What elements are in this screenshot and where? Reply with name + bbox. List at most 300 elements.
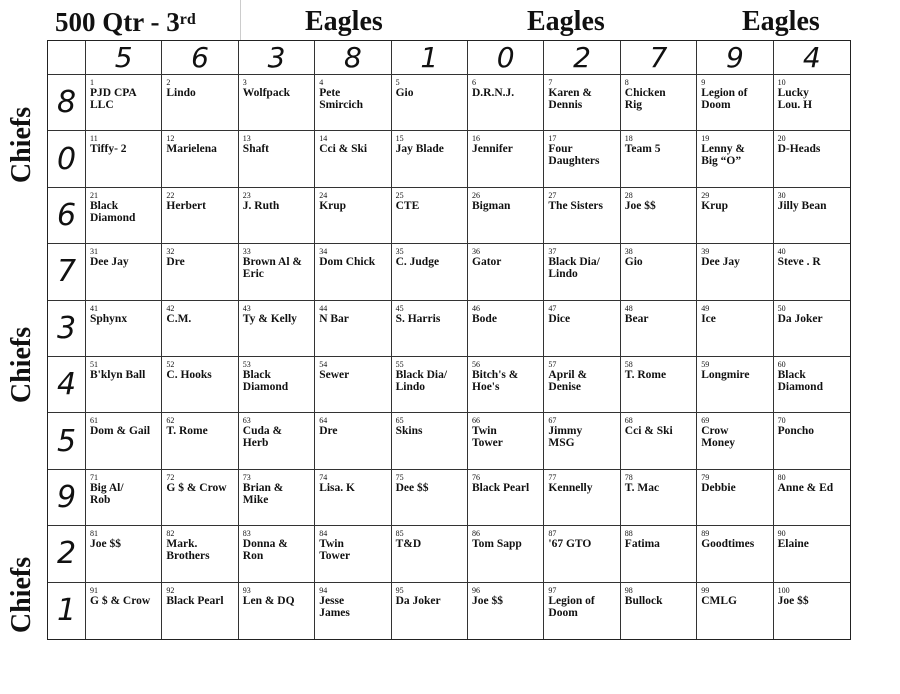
square-owner: Brown Al & Eric [242, 256, 303, 281]
square-number: 76 [472, 472, 480, 482]
row-digit: 2 [48, 526, 86, 582]
square-number: 73 [242, 472, 251, 482]
row-digit: 7 [48, 244, 86, 300]
square-number: 46 [472, 303, 480, 313]
square-cell[interactable] [544, 301, 620, 357]
square-cell[interactable] [544, 583, 620, 639]
square-owner: Tiffy- 2 [90, 143, 127, 156]
square-number: 28 [624, 190, 633, 200]
square-owner: Fatima [624, 538, 660, 551]
square-owner: S. Harris [395, 312, 441, 325]
square-owner: Da Joker [777, 312, 823, 325]
column-digit: 3 [239, 41, 315, 75]
square-owner: Elaine [777, 538, 809, 551]
column-digit: 5 [86, 41, 162, 75]
square-number: 48 [624, 303, 633, 313]
square-cell[interactable] [86, 301, 162, 357]
square-number: 71 [90, 472, 98, 482]
square-number: 33 [242, 247, 251, 257]
square-owner: Shaft [242, 143, 269, 156]
square-cell[interactable] [621, 526, 697, 582]
square-cell[interactable] [544, 413, 620, 469]
square-owner: Legion of Doom [548, 594, 595, 619]
square-cell[interactable] [774, 470, 850, 526]
square-number: 87 [548, 529, 557, 539]
square-owner: Twin Tower [319, 538, 351, 563]
square-number: 59 [701, 360, 710, 369]
square-cell[interactable] [315, 357, 391, 413]
square-number: 27 [548, 190, 557, 200]
square-cell[interactable] [392, 526, 468, 582]
row-digit: 8 [48, 75, 86, 131]
square-cell[interactable] [774, 357, 850, 413]
square-cell[interactable] [621, 583, 697, 639]
square-owner: Jay Blade [395, 143, 444, 156]
square-owner: Dee Jay [90, 256, 129, 269]
square-owner: Joe $$ [777, 594, 809, 607]
square-number: 62 [166, 416, 175, 426]
square-cell[interactable] [86, 188, 162, 244]
column-digit: 9 [697, 41, 773, 75]
square-number: 29 [701, 190, 710, 200]
square-cell[interactable] [697, 526, 773, 582]
square-number: 69 [701, 416, 710, 426]
square-number: 55 [395, 360, 404, 369]
square-number: 70 [777, 416, 786, 426]
square-number: 82 [166, 529, 175, 539]
square-owner: T. Rome [624, 369, 667, 381]
square-cell[interactable] [621, 75, 697, 131]
square-cell[interactable] [162, 188, 238, 244]
square-owner: Black Diamond [90, 199, 136, 224]
top-team-label: Eagles [742, 6, 820, 37]
square-number: 54 [319, 360, 328, 369]
square-cell[interactable] [392, 413, 468, 469]
row-digit: 6 [48, 188, 86, 244]
square-number: 24 [319, 190, 328, 200]
square-cell[interactable] [697, 413, 773, 469]
square-owner: Joe $$ [472, 594, 503, 607]
square-cell[interactable] [162, 244, 238, 300]
square-number: 84 [319, 529, 328, 539]
square-cell[interactable] [621, 357, 697, 413]
square-cell[interactable] [774, 526, 850, 582]
square-owner: Dee $$ [395, 481, 429, 494]
square-cell[interactable] [239, 526, 315, 582]
square-number: 52 [166, 360, 175, 369]
square-number: 2 [166, 78, 171, 87]
square-owner: Black Dia/ Lindo [395, 369, 448, 393]
square-cell[interactable] [162, 413, 238, 469]
square-cell[interactable] [86, 526, 162, 582]
column-digit: 0 [468, 41, 544, 75]
square-cell[interactable] [392, 131, 468, 187]
square-cell[interactable] [86, 131, 162, 187]
square-cell[interactable] [162, 526, 238, 582]
square-cell[interactable] [162, 75, 238, 131]
square-number: 66 [472, 416, 480, 426]
column-digit: 7 [621, 41, 697, 75]
square-number: 57 [548, 360, 557, 369]
square-owner: N Bar [319, 312, 349, 325]
square-cell[interactable] [86, 244, 162, 300]
square-cell[interactable] [162, 301, 238, 357]
square-owner: Lucky Lou. H [777, 87, 813, 111]
square-owner: T&D [395, 538, 422, 551]
square-owner: Dom & Gail [90, 425, 151, 438]
square-owner: Dre [319, 425, 338, 438]
square-owner: CTE [395, 199, 420, 212]
square-owner: Team 5 [624, 143, 661, 156]
top-team-label: Eagles [305, 6, 383, 37]
square-number: 79 [701, 472, 710, 482]
square-cell[interactable] [86, 75, 162, 131]
square-cell[interactable] [392, 188, 468, 244]
column-digit: 4 [774, 41, 850, 75]
square-number: 32 [166, 247, 175, 257]
square-cell[interactable] [162, 131, 238, 187]
square-number: 21 [90, 190, 98, 200]
square-owner: C. Judge [395, 256, 440, 269]
square-owner: Jennifer [472, 143, 513, 156]
square-number: 85 [395, 529, 404, 539]
square-owner: T. Rome [166, 425, 208, 438]
square-number: 50 [777, 303, 786, 313]
square-number: 78 [624, 472, 633, 482]
square-owner: Cci & Ski [624, 425, 673, 438]
square-number: 86 [472, 529, 480, 539]
square-owner: April & Denise [548, 369, 588, 393]
square-cell[interactable] [315, 526, 391, 582]
square-cell[interactable] [544, 470, 620, 526]
square-number: 34 [319, 247, 328, 257]
square-number: 67 [548, 416, 557, 426]
row-digit: 9 [48, 470, 86, 526]
column-digit: 6 [162, 41, 238, 75]
square-owner: B'klyn Ball [90, 369, 146, 381]
square-owner: Tom Sapp [472, 538, 522, 551]
square-cell[interactable] [697, 244, 773, 300]
square-number: 8 [624, 78, 629, 87]
square-owner: Sphynx [90, 312, 128, 325]
square-owner: Herbert [166, 199, 206, 212]
square-owner: Black Diamond [242, 369, 289, 393]
square-owner: G $ & Crow [166, 481, 227, 494]
square-owner: Black Diamond [777, 369, 823, 393]
square-number: 88 [624, 529, 633, 539]
square-number: 49 [701, 303, 710, 313]
square-cell[interactable] [774, 244, 850, 300]
square-cell[interactable] [697, 131, 773, 187]
square-owner: Mark. Brothers [166, 538, 210, 563]
square-number: 58 [624, 360, 633, 369]
square-cell[interactable] [392, 583, 468, 639]
square-number: 95 [395, 585, 404, 595]
square-owner: Bitch's & Hoe's [472, 369, 519, 393]
square-number: 17 [548, 134, 557, 144]
square-number: 12 [166, 134, 175, 144]
square-owner: Cuda & Herb [242, 425, 283, 450]
square-owner: Dice [548, 312, 571, 325]
square-owner: J. Ruth [242, 199, 280, 212]
row-digit: 0 [48, 131, 86, 187]
square-owner: D-Heads [777, 143, 821, 156]
square-number: 45 [395, 303, 404, 313]
square-number: 60 [777, 360, 786, 369]
square-cell[interactable] [239, 244, 315, 300]
square-number: 81 [90, 529, 98, 539]
square-owner: Poncho [777, 425, 815, 438]
square-number: 91 [90, 585, 98, 595]
square-cell[interactable] [468, 75, 544, 131]
square-owner: The Sisters [548, 199, 604, 212]
square-number: 83 [242, 529, 251, 539]
square-cell[interactable] [392, 75, 468, 131]
square-number: 7 [548, 78, 553, 87]
square-cell[interactable] [392, 301, 468, 357]
square-owner: Black Dia/ Lindo [548, 256, 600, 281]
square-number: 51 [90, 360, 98, 369]
square-owner: Sewer [319, 369, 350, 381]
square-cell[interactable] [468, 413, 544, 469]
square-cell[interactable] [239, 413, 315, 469]
square-cell[interactable] [86, 413, 162, 469]
square-owner: Krup [319, 199, 347, 212]
square-cell[interactable] [621, 244, 697, 300]
square-number: 5 [395, 78, 400, 87]
square-number: 26 [472, 190, 480, 200]
square-owner: Cci & Ski [319, 143, 368, 156]
square-cell[interactable] [774, 583, 850, 639]
square-number: 39 [701, 247, 710, 257]
row-digit: 1 [48, 583, 86, 639]
square-owner: D.R.N.J. [472, 87, 515, 99]
square-number: 30 [777, 190, 786, 200]
square-number: 65 [395, 416, 404, 426]
square-cell[interactable] [392, 244, 468, 300]
square-cell[interactable] [774, 188, 850, 244]
square-number: 90 [777, 529, 786, 539]
square-cell[interactable] [239, 357, 315, 413]
square-cell[interactable] [315, 188, 391, 244]
square-number: 72 [166, 472, 175, 482]
square-cell[interactable] [544, 357, 620, 413]
square-cell[interactable] [697, 357, 773, 413]
square-cell[interactable] [468, 470, 544, 526]
square-number: 11 [90, 134, 98, 144]
square-number: 38 [624, 247, 633, 257]
square-owner: Gio [624, 256, 643, 269]
square-number: 77 [548, 472, 557, 482]
square-cell[interactable] [697, 470, 773, 526]
square-cell[interactable] [239, 131, 315, 187]
square-owner: Dom Chick [319, 256, 376, 269]
square-owner: Donna & Ron [242, 538, 288, 563]
square-owner: '67 GTO [548, 538, 592, 551]
square-number: 1 [90, 78, 94, 87]
square-number: 94 [319, 585, 328, 595]
square-owner: Anne & Ed [777, 481, 834, 494]
square-number: 37 [548, 247, 557, 257]
square-number: 75 [395, 472, 404, 482]
square-cell[interactable] [544, 75, 620, 131]
square-cell[interactable] [544, 526, 620, 582]
square-owner: Dre [166, 256, 185, 269]
square-owner: Jesse James [319, 594, 350, 619]
square-number: 36 [472, 247, 480, 257]
square-owner: Dee Jay [701, 256, 740, 269]
square-cell[interactable] [315, 413, 391, 469]
square-cell[interactable] [468, 301, 544, 357]
top-team-label: Eagles [527, 6, 605, 37]
row-digit: 3 [48, 301, 86, 357]
square-owner: C.M. [166, 312, 192, 325]
square-number: 16 [472, 134, 480, 144]
square-owner: Kennelly [548, 481, 593, 494]
square-cell[interactable] [315, 131, 391, 187]
side-team-label: Chiefs [6, 106, 38, 184]
column-digit: 2 [544, 41, 620, 75]
square-number: 15 [395, 134, 404, 144]
square-owner: Black Pearl [472, 481, 530, 494]
square-number: 98 [624, 585, 633, 595]
square-number: 74 [319, 472, 328, 482]
square-owner: Crow Money [701, 425, 736, 450]
square-number: 35 [395, 247, 404, 257]
square-number: 63 [242, 416, 251, 426]
square-owner: Steve . R [777, 256, 821, 269]
square-number: 42 [166, 303, 175, 313]
grid-corner [48, 41, 86, 75]
square-number: 93 [242, 585, 251, 595]
square-cell[interactable] [86, 583, 162, 639]
square-cell[interactable] [774, 75, 850, 131]
square-cell[interactable] [468, 357, 544, 413]
side-team-label: Chiefs [6, 556, 38, 634]
square-owner: Bode [472, 312, 497, 325]
square-cell[interactable] [392, 357, 468, 413]
square-cell[interactable] [697, 75, 773, 131]
square-cell[interactable] [468, 526, 544, 582]
square-number: 19 [701, 134, 710, 144]
square-cell[interactable] [392, 470, 468, 526]
square-cell[interactable] [315, 301, 391, 357]
square-number: 96 [472, 585, 480, 595]
square-number: 10 [777, 78, 786, 87]
square-number: 43 [242, 303, 251, 313]
square-owner: Jimmy MSG [548, 425, 583, 450]
square-number: 9 [701, 78, 706, 87]
square-cell[interactable] [544, 131, 620, 187]
square-cell[interactable] [239, 188, 315, 244]
square-owner: Brian & Mike [242, 481, 284, 506]
square-owner: Bullock [624, 594, 663, 607]
square-number: 99 [701, 585, 710, 595]
square-cell[interactable] [86, 470, 162, 526]
square-owner: Gio [395, 87, 414, 99]
square-cell[interactable] [621, 413, 697, 469]
row-digit: 4 [48, 357, 86, 413]
square-cell[interactable] [239, 583, 315, 639]
square-owner: Four Daughters [548, 143, 600, 168]
square-cell[interactable] [162, 470, 238, 526]
square-cell[interactable] [315, 244, 391, 300]
square-cell[interactable] [315, 75, 391, 131]
square-owner: Karen & Dennis [548, 87, 592, 111]
square-owner: Da Joker [395, 594, 441, 607]
square-number: 47 [548, 303, 557, 313]
side-team-label: Chiefs [6, 326, 38, 404]
square-owner: Ty & Kelly [242, 312, 297, 325]
square-cell[interactable] [621, 188, 697, 244]
square-cell[interactable] [774, 131, 850, 187]
square-owner: CMLG [701, 594, 737, 607]
square-cell[interactable] [697, 583, 773, 639]
square-owner: Lisa. K [319, 481, 355, 494]
square-cell[interactable] [468, 188, 544, 244]
square-owner: Marielena [166, 143, 217, 156]
square-cell[interactable] [86, 357, 162, 413]
column-digit: 8 [315, 41, 391, 75]
square-cell[interactable] [774, 301, 850, 357]
square-owner: Black Pearl [166, 594, 224, 607]
square-cell[interactable] [315, 470, 391, 526]
square-owner: Wolfpack [242, 87, 291, 99]
square-owner: Krup [701, 199, 729, 212]
square-number: 18 [624, 134, 633, 144]
square-number: 13 [242, 134, 251, 144]
square-owner: Debbie [701, 481, 736, 494]
square-cell[interactable] [774, 413, 850, 469]
square-number: 25 [395, 190, 404, 200]
square-number: 100 [777, 585, 790, 595]
square-number: 44 [319, 303, 328, 313]
square-owner: Jilly Bean [777, 199, 827, 212]
square-owner: Ice [701, 312, 716, 325]
square-cell[interactable] [239, 75, 315, 131]
square-cell[interactable] [162, 357, 238, 413]
square-cell[interactable] [544, 244, 620, 300]
square-cell[interactable] [468, 244, 544, 300]
square-owner: Joe $$ [90, 538, 121, 551]
square-cell[interactable] [697, 188, 773, 244]
square-cell[interactable] [621, 470, 697, 526]
square-number: 61 [90, 416, 98, 426]
square-owner: Chicken Rig [624, 87, 666, 111]
square-number: 14 [319, 134, 328, 144]
square-cell[interactable] [239, 301, 315, 357]
square-cell[interactable] [697, 301, 773, 357]
square-cell[interactable] [468, 583, 544, 639]
square-cell[interactable] [239, 470, 315, 526]
square-owner: Bear [624, 312, 649, 325]
square-number: 41 [90, 303, 98, 313]
square-owner: Gator [472, 256, 502, 269]
square-owner: Joe $$ [624, 199, 656, 212]
square-number: 40 [777, 247, 786, 257]
square-cell[interactable] [162, 583, 238, 639]
square-cell[interactable] [621, 131, 697, 187]
square-cell[interactable] [544, 188, 620, 244]
square-number: 89 [701, 529, 710, 539]
square-owner: Lenny & Big “O” [701, 143, 745, 168]
square-cell[interactable] [315, 583, 391, 639]
row-digit: 5 [48, 413, 86, 469]
page-title: 500 Qtr - 3rd [55, 7, 196, 37]
square-cell[interactable] [468, 131, 544, 187]
square-cell[interactable] [621, 301, 697, 357]
pool-grid [47, 40, 851, 640]
